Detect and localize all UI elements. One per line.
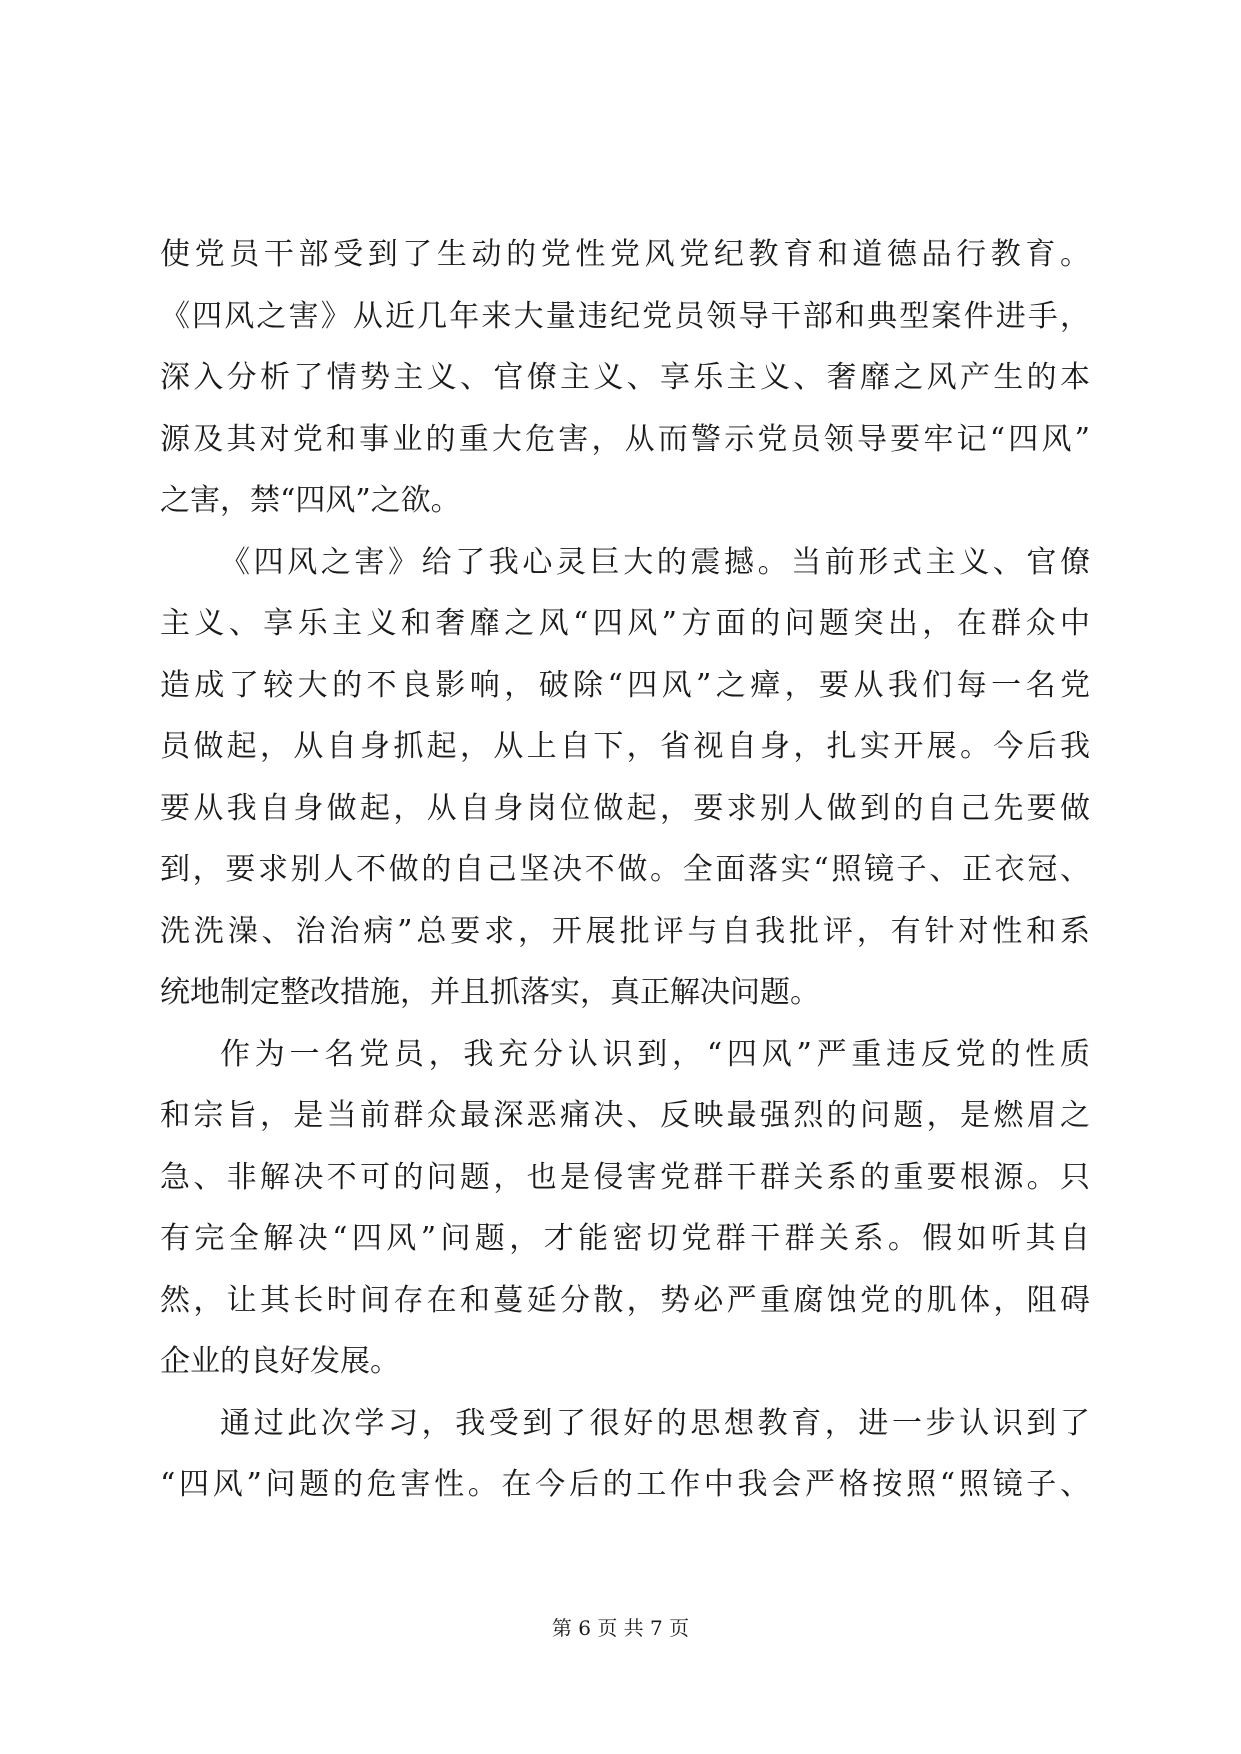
text-line: 通过此次学习，我受到了很好的思想教育，进一步认识到了 <box>220 1405 1090 1441</box>
text-line: 使党员干部受到了生动的党性党风党纪教育和道德品行教育。 <box>160 237 1090 272</box>
text-line: 然，让其长时间存在和蔓延分散，势必严重腐蚀党的肌体，阻碍 <box>160 1282 1090 1318</box>
page-footer <box>0 1612 1241 1641</box>
text-line: 源及其对党和事业的重大危害，从而警示党员领导要牢记“四风” <box>160 421 1090 457</box>
text-line: 到，要求别人不做的自己坚决不做。全面落实“照镜子、正衣冠、 <box>160 852 1090 887</box>
paragraph-3 <box>160 1024 1090 1393</box>
text-line: 员做起，从自身抓起，从上自下，省视自身，扎实开展。今后我 <box>160 729 1090 764</box>
text-line: 《四风之害》从近几年来大量违纪党员领导干部和典型案件进手， <box>160 298 1090 334</box>
document-body <box>160 224 1090 1516</box>
text-line: 之害，禁“四风”之欲。 <box>160 483 461 518</box>
page-number: 第 6 页 共 7 页 <box>551 1616 690 1640</box>
text-line: 主义、享乐主义和奢靡之风“四风”方面的问题突出，在群众中 <box>160 606 1090 641</box>
text-line: 急、非解决不可的问题，也是侵害党群干群关系的重要根源。只 <box>160 1159 1090 1195</box>
paragraph-2 <box>160 532 1090 1024</box>
text-line: 要从我自身做起，从自身岗位做起，要求别人做到的自己先要做 <box>160 790 1090 826</box>
text-line: 《四风之害》给了我心灵巨大的震撼。当前形式主义、官僚 <box>220 544 1090 580</box>
text-line: “四风”问题的危害性。在今后的工作中我会严格按照“照镜子、 <box>160 1467 1090 1502</box>
text-line: 和宗旨，是当前群众最深恶痛决、反映最强烈的问题，是燃眉之 <box>160 1098 1090 1133</box>
text-line: 作为一名党员，我充分认识到，“四风”严重违反党的性质 <box>220 1036 1090 1072</box>
text-line: 企业的良好发展。 <box>160 1344 400 1379</box>
paragraph-4 <box>160 1393 1090 1516</box>
text-line: 洗洗澡、治治病”总要求，开展批评与自我批评，有针对性和系 <box>160 913 1090 949</box>
text-line: 有完全解决“四风”问题，才能密切党群干群关系。假如听其自 <box>160 1221 1090 1256</box>
text-line: 统地制定整改措施，并且抓落实，真正解决问题。 <box>160 975 820 1010</box>
text-line: 造成了较大的不良影响，破除“四风”之瘴，要从我们每一名党 <box>160 667 1090 703</box>
paragraph-1 <box>160 224 1090 532</box>
text-line: 深入分析了情势主义、官僚主义、享乐主义、奢靡之风产生的本 <box>160 360 1090 395</box>
